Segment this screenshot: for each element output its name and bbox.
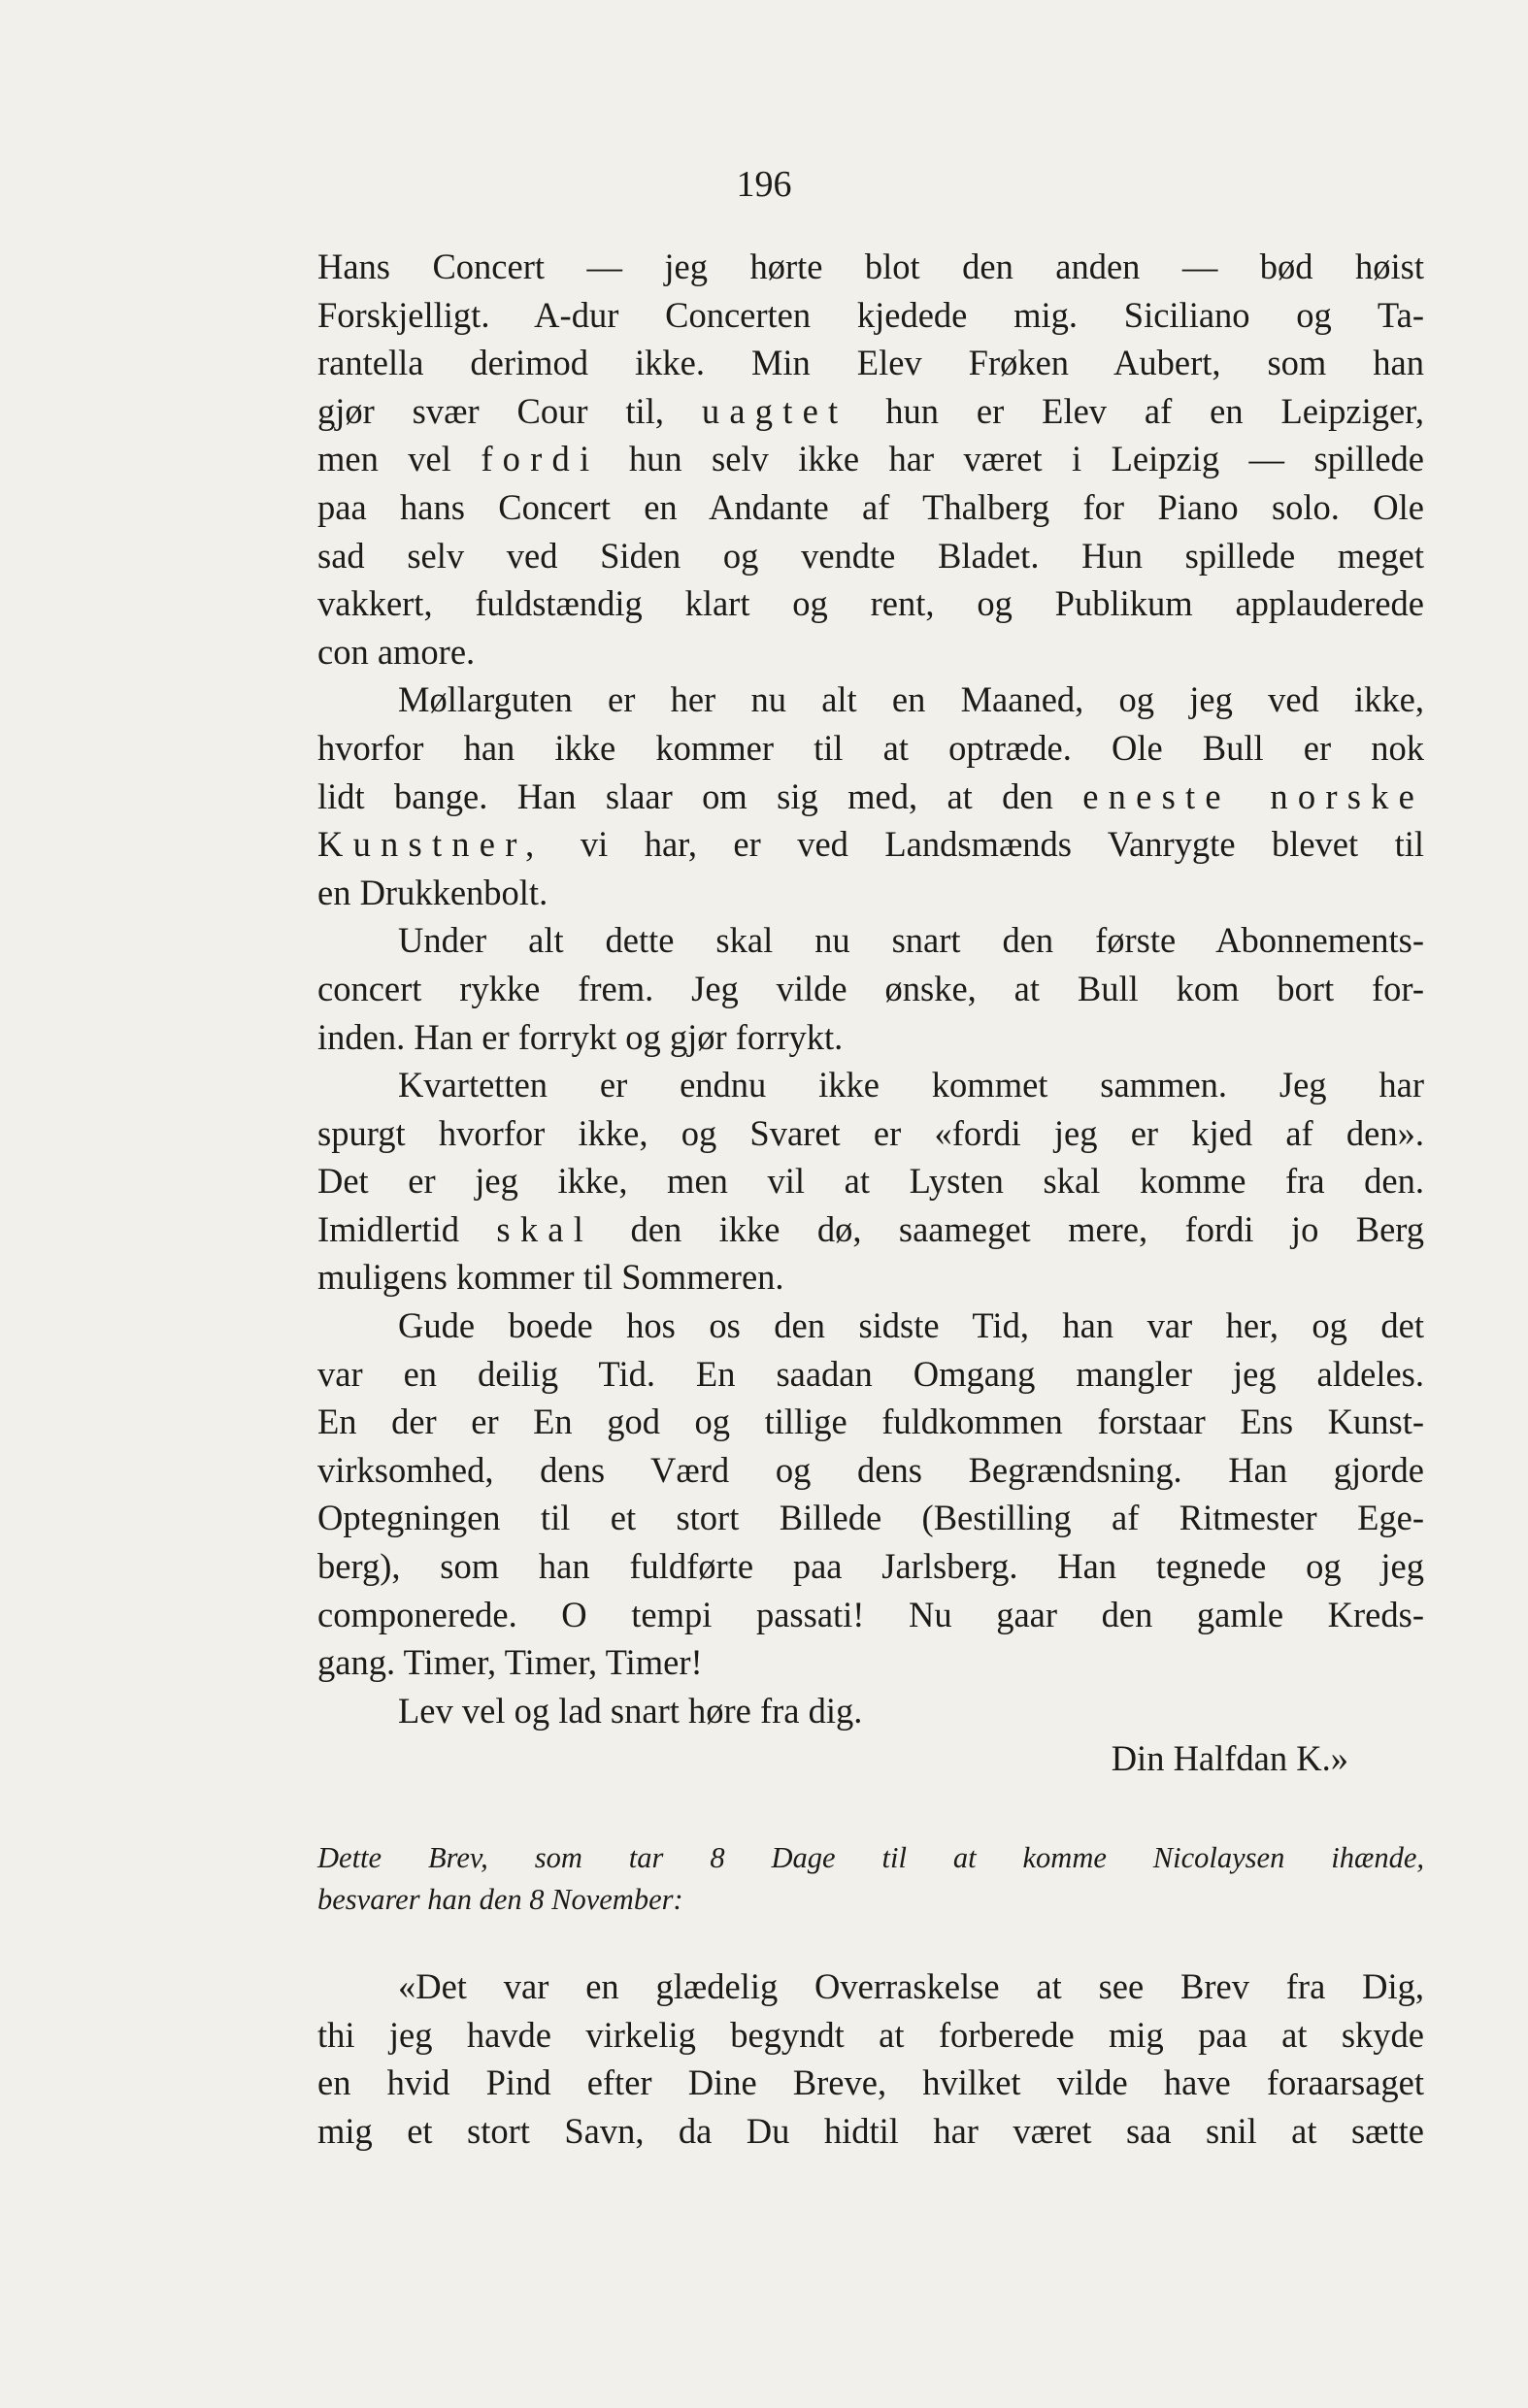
text-run: hun er Elev af en Leipziger, [885,390,1424,431]
text-line [317,387,1424,436]
text-line: en hvid Pind efter Dine Breve, hvilket vilde have foraarsaget [317,2062,1424,2103]
text-line: thi jeg havde virkelig begyndt at forberede mig paa at skyde [317,2014,1424,2055]
page-number: 196 [736,164,792,205]
text-line: rantella derimod ikke. Min Elev Frøken Aubert, som han [317,343,1424,383]
spaced-emphasis: skal [496,1208,594,1249]
text-line: «Det var en glædelig Overraskelse at see Brev fra Dig, [398,1966,1424,2006]
text-line [317,435,1424,483]
text-line: con amore. [317,631,476,672]
text-line: sad selv ved Siden og vendte Bladet. Hun spillede meget [317,535,1424,576]
spaced-emphasis: eneste norske [1082,775,1425,816]
text-line [317,1205,1424,1254]
signature: Din Halfdan K.» [1111,1738,1348,1779]
text-line: gang. Timer, Timer, Timer! [317,1642,703,1683]
text-run: Imidlertid [317,1208,459,1249]
text-line: vakkert, fuldstændig klart og rent, og Publikum applauderede [317,583,1424,624]
text-line: Møllarguten er her nu alt en Maaned, og jeg ved ikke, [398,679,1424,720]
text-line: spurgt hvorfor ikke, og Svaret er «fordi jeg er kjed af den». [317,1112,1424,1153]
text-line: Gude boede hos os den sidste Tid, han var her, og det [398,1305,1424,1346]
text-line [317,820,1424,869]
text-line: Lev vel og lad snart høre fra dig. [398,1690,863,1731]
text-line: var en deilig Tid. En saadan Omgang mangler jeg aldeles. [317,1353,1424,1394]
note-line: Dette Brev, som tar 8 Dage til at komme Nicolaysen ihænde, [317,1841,1424,1874]
spaced-emphasis: uagtet [701,390,848,431]
text-line: mig et stort Savn, da Du hidtil har været saa snil at sætte [317,2110,1424,2151]
text-line: Forskjelligt. A-dur Concerten kjedede mig. Siciliano og Ta- [317,294,1424,335]
text-line: componerede. O tempi passati! Nu gaar den gamle Kreds- [317,1594,1424,1634]
text-line: berg), som han fuldførte paa Jarlsberg. Han tegnede og jeg [317,1546,1424,1587]
text-line: Det er jeg ikke, men vil at Lysten skal komme fra den. [317,1161,1424,1202]
spaced-emphasis: Kunstner, [317,824,545,865]
text-line: muligens kommer til Sommeren. [317,1257,784,1298]
text-line: Under alt dette skal nu snart den første Abonnements- [398,920,1424,961]
text-line: hvorfor han ikke kommer til at optræde. Ole Bull er nok [317,727,1424,768]
text-run: hun selv ikke har været i Leipzig — spillede [628,439,1425,479]
note-line: besvarer han den 8 November: [317,1883,683,1916]
text-line: Optegningen til et stort Billede (Bestilling af Ritmester Ege- [317,1498,1424,1538]
text-line: inden. Han er forrykt og gjør forrykt. [317,1016,844,1057]
text-run: men vel [317,439,451,479]
reply-letter [317,1963,1424,2155]
letter-body [317,243,1424,2155]
text-run: lidt bange. Han slaar om sig med, at den [317,775,1053,816]
text-line: virksomhed, dens Værd og dens Begrændsning. Han gjorde [317,1449,1424,1490]
text-line: en Drukkenbolt. [317,872,548,912]
editorial-note [317,1837,1424,1921]
spaced-emphasis: fordi [481,439,600,479]
text-line: En der er En god og tillige fuldkommen forstaar Ens Kunst- [317,1402,1424,1442]
text-run: gjør svær Cour til, [317,390,664,431]
text-line: paa hans Concert en Andante af Thalberg for Piano solo. Ole [317,486,1424,527]
text-line: concert rykke frem. Jeg vilde ønske, at Bull kom bort for- [317,968,1424,1008]
text-run: vi har, er ved Landsmænds Vanrygte blevet til [580,824,1425,865]
text-line: Hans Concert — jeg hørte blot den anden — bød høist [317,247,1424,286]
text-run: den ikke dø, saameget mere, fordi jo Berg [630,1208,1425,1249]
text-line: Kvartetten er endnu ikke kommet sammen. Jeg har [398,1065,1424,1105]
text-line [317,773,1424,821]
